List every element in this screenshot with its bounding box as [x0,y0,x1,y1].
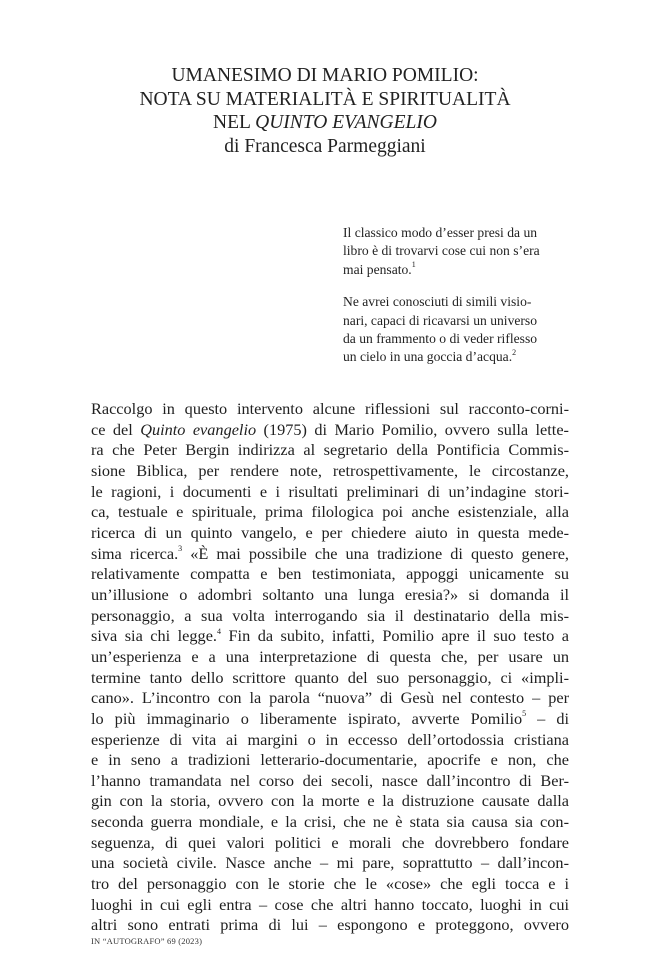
body-line: le ragioni, i documenti e i risultati preliminari di un’indagine stori- [91,481,569,501]
body-line: tro del personaggio con le storie che le «cose» che egli tocca e i [91,874,569,894]
title-line-2: NOTA SU MATERIALITÀ E SPIRITUALITÀ [139,88,511,110]
body-text-run: «È mai possibile che una tradizione di questo genere, [182,543,569,563]
body-line: esperienze di vita ai margini o in eccesso dell’ortodossia cristiana [91,729,569,749]
body-text-run: ce del [91,419,141,439]
footnote-ref-3[interactable]: 3 [178,544,183,554]
work-title-italic: Quinto evangelio [140,419,257,439]
epigraphs [343,224,561,381]
body-line: l’hanno tramandata nel corso dei secoli, nasce dall’incontro di Ber- [91,770,569,790]
body-line: relativamente compatta e ben testimoniata, appoggi unicamente su [91,564,569,584]
body-text-run: sima ricerca. [91,543,179,563]
body-line: Raccolgo in questo intervento alcune riflessioni sul racconto-corni- [91,399,569,418]
body-line: cano». L’incontro con la parola “nuova” di Gesù nel contesto – per [91,688,569,708]
body-text-run: lo più immaginario o liberamente ispirato, avverte Pomilio [91,708,523,728]
body-line: un’esperienza e a una interpretazione di questa che, per usare un [91,646,569,666]
footnote-ref-5[interactable]: 5 [522,709,527,719]
body-text-run: Fin da subito, infatti, Pomilio apre il suo testo a [221,626,570,646]
epigraph-2 [343,293,561,367]
epigraph-2-line-3: da un frammento o di veder riflesso [343,331,538,347]
article-title-block [0,64,650,158]
body-line: un’illusione o adombri soltanto una lunga eresia?» si domanda il [91,584,569,604]
epigraph-2-line-2: nari, capaci di ricavarsi un universo [343,312,538,328]
title-line-1: UMANESIMO DI MARIO POMILIO: [171,65,479,86]
body-line: gin con la storia, ovvero con la morte e la distruzione causate dalla [91,791,569,811]
body-line [91,544,569,565]
body-line: termine tanto dello scrittore quanto del suo personaggio, ci «impli- [91,667,569,687]
body-line: una società civile. Nasce anche – mi pare, soprattutto – dall’incon- [91,853,569,873]
body-text-run: siva sia chi legge. [91,626,217,646]
epigraph-1 [343,224,561,279]
body-line: sione Biblica, per rendere note, retrospettivamente, le circostanze, [91,460,569,480]
body-line: altri sono entrati prima di lui – espongono e proteggono, ovvero [91,915,569,935]
footnote-ref-1[interactable]: 1 [411,260,416,270]
body-line: ca, testuale e spirituale, prima filologica poi anche esistenziale, alla [91,502,569,522]
body-line [91,420,569,441]
body-line: personaggio, a sua volta interrogando sia il destinatario della mis- [91,605,569,625]
body-paragraph [91,399,569,936]
body-line [91,709,569,730]
body-text-run: – di [526,708,569,728]
body-line: luoghi in cui egli entra – cose che altri hanno toccato, luoghi in cui [91,894,569,914]
author-byline: di Francesca Parmeggiani [224,135,426,157]
body-line: ricerca di un quinto vangelo, e per chiedere aiuto in questa mede- [91,522,569,542]
body-text-run: (1975) di Mario Pomilio, ovvero sulla lette- [256,419,569,439]
title-work-name: QUINTO EVANGELIO [255,112,437,133]
title-line-3 [0,111,650,135]
epigraph-1-line-3: mai pensato. [343,261,412,277]
body-line: e in seno a tradizioni letterario-documentarie, apocrife e non, che [91,750,569,770]
running-footer: IN “AUTOGRAFO” 69 (2023) [91,936,203,946]
body-line [91,626,569,647]
title-line-3-prefix: NEL [213,112,256,133]
footnote-ref-2[interactable]: 2 [512,347,517,357]
epigraph-1-line-2: libro è di trovarvi cose cui non s’era [343,243,540,259]
footnote-ref-4[interactable]: 4 [217,626,221,636]
body-line: seconda guerra mondiale, e la crisi, che ne è stata sia causa sia con- [91,812,569,832]
epigraph-1-line-1: Il classico modo d’esser presi da un [343,225,538,240]
body-line: ra che Peter Bergin indirizza al segretario della Pontificia Commis- [91,440,569,460]
body-line: seguenza, di quei valori politici e morali che dovrebbero fondare [91,832,569,852]
epigraph-2-line-4: un cielo in una goccia d’acqua. [343,349,513,365]
epigraph-2-line-1: Ne avrei conosciuti di simili visio- [343,294,532,310]
